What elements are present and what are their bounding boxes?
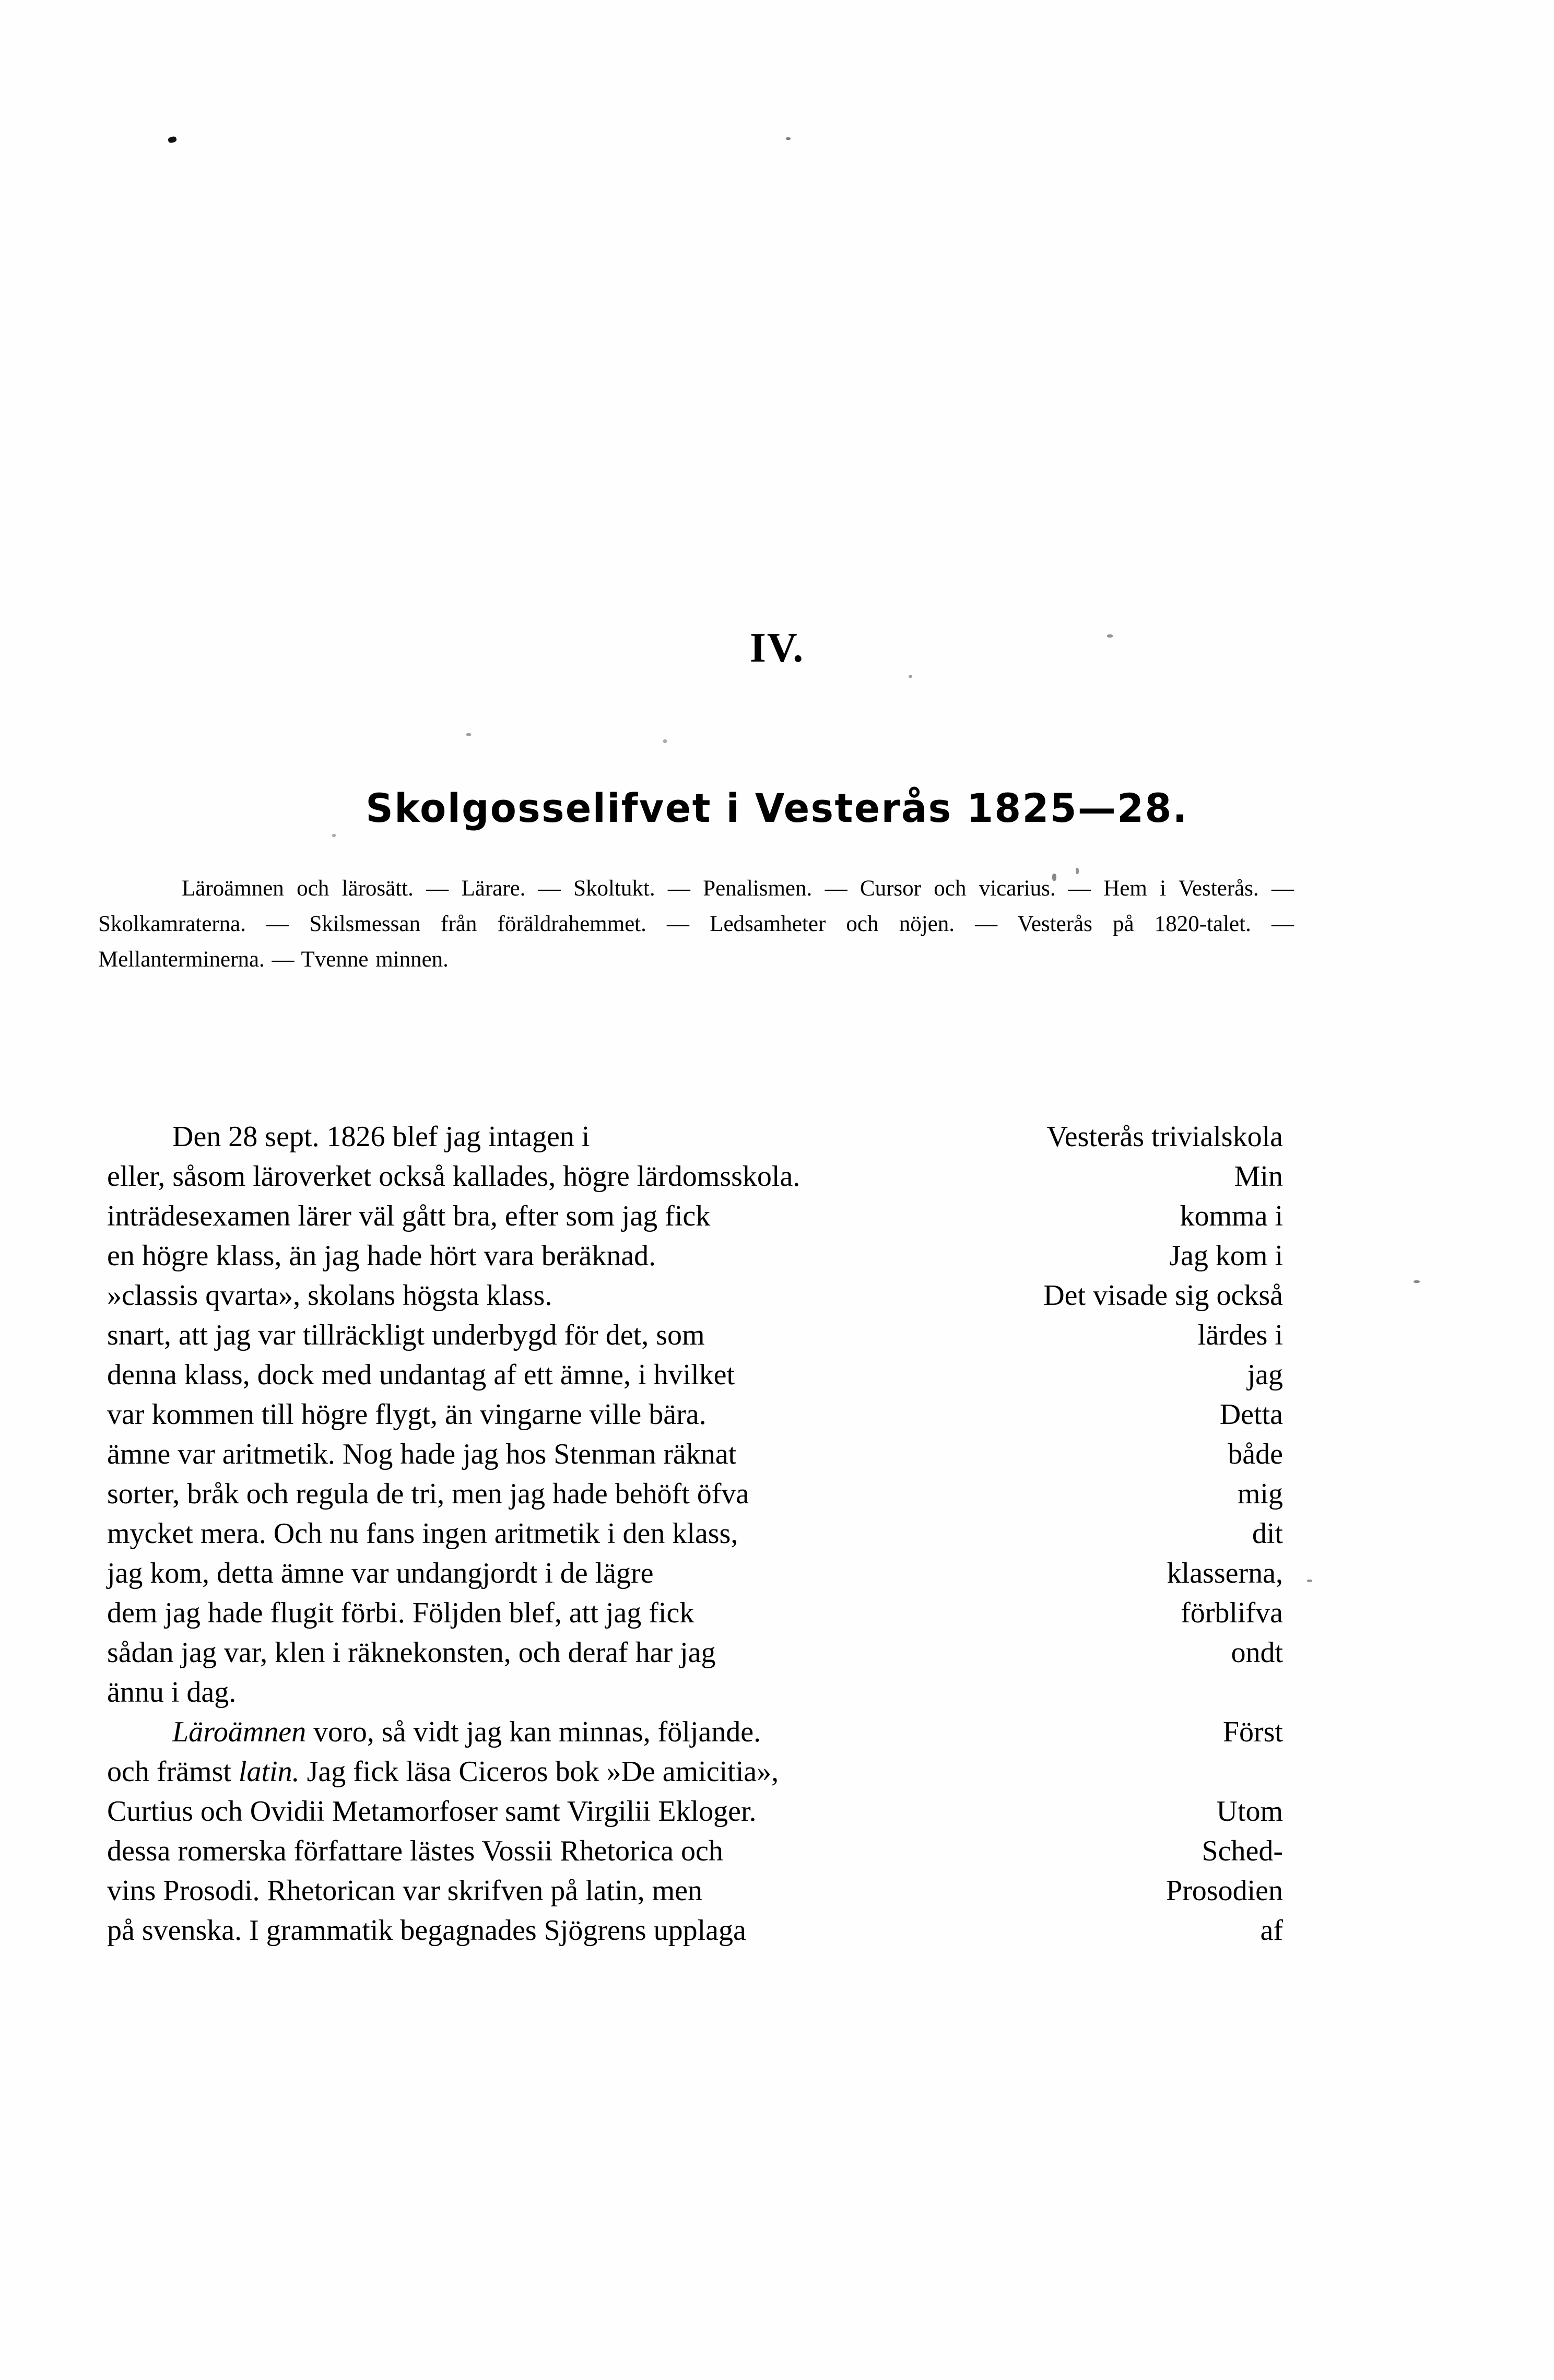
text-line: dessa romerska författare lästes Vossii Rhetorica och Sched-	[107, 1835, 1283, 1867]
page-title: Skolgosselifvet i Vesterås 1825—28.	[366, 784, 1188, 831]
text-line: på svenska. I grammatik begagnades Sjögrens upplaga af	[107, 1914, 1283, 1947]
text-line: ämne var aritmetik. Nog hade jag hos Stenman räknat både	[107, 1438, 1283, 1470]
text-line: var kommen till högre flygt, än vingarne ville bära. Detta	[107, 1398, 1283, 1431]
text-line: sorter, bråk och regula de tri, men jag hade behöft öfva mig	[107, 1478, 1283, 1510]
text-line: ännu i dag.	[107, 1676, 237, 1709]
text-line: och främst latin. Jag fick läsa Ciceros bok »De amicitia»,	[107, 1755, 779, 1788]
text-line: mycket mera. Och nu fans ingen aritmetik i den klass, dit	[107, 1517, 1283, 1550]
text-line: sådan jag var, klen i räknekonsten, och deraf har jag ondt	[107, 1636, 1283, 1669]
text-line: snart, att jag var tillräckligt underbygd för det, som lärdes i	[107, 1319, 1283, 1351]
text-line: en högre klass, än jag hade hört vara beräknad. Jag kom i	[107, 1240, 1283, 1272]
italic-term: latin.	[238, 1755, 300, 1788]
text-line: Curtius och Ovidii Metamorfoser samt Virgilii Ekloger. Utom	[107, 1795, 1283, 1828]
text-line: »classis qvarta», skolans högsta klass. Det visade sig också	[107, 1279, 1283, 1312]
text-line: inträdesexamen lärer väl gått bra, efter som jag fick komma i	[107, 1200, 1283, 1232]
text-line: jag kom, detta ämne var undangjordt i de lägre klasserna,	[107, 1557, 1283, 1589]
italic-term: Läroämnen	[172, 1716, 307, 1748]
text-line: eller, såsom läroverket också kallades, högre lärdomsskola. Min	[107, 1160, 1283, 1193]
text-line: Läroämnen voro, så vidt jag kan minnas, följande. Först	[172, 1716, 1283, 1748]
text-line: vins Prosodi. Rhetorican var skrifven på latin, men Prosodien	[107, 1875, 1283, 1907]
text-line: Den 28 sept. 1826 blef jag intagen i Vesterås trivialskola	[172, 1121, 1283, 1153]
text-line: dem jag hade flugit förbi. Följden blef, att jag fick förblifva	[107, 1597, 1283, 1629]
chapter-number: IV.	[749, 625, 805, 671]
chapter-summary: Läroämnen och lärosätt. — Lärare. — Skoltukt. — Penalismen. — Cursor och vicarius. — Hem i Vesterås. — Skolkamraterna. — Skilsmessan från föräldrahemmet. — Ledsamheter och nöjen. — Vesterås på 1820-talet. — Mellanterminerna. — Tvenne minnen.	[98, 876, 1294, 972]
text-line: denna klass, dock med undantag af ett ämne, i hvilket jag	[107, 1359, 1283, 1391]
